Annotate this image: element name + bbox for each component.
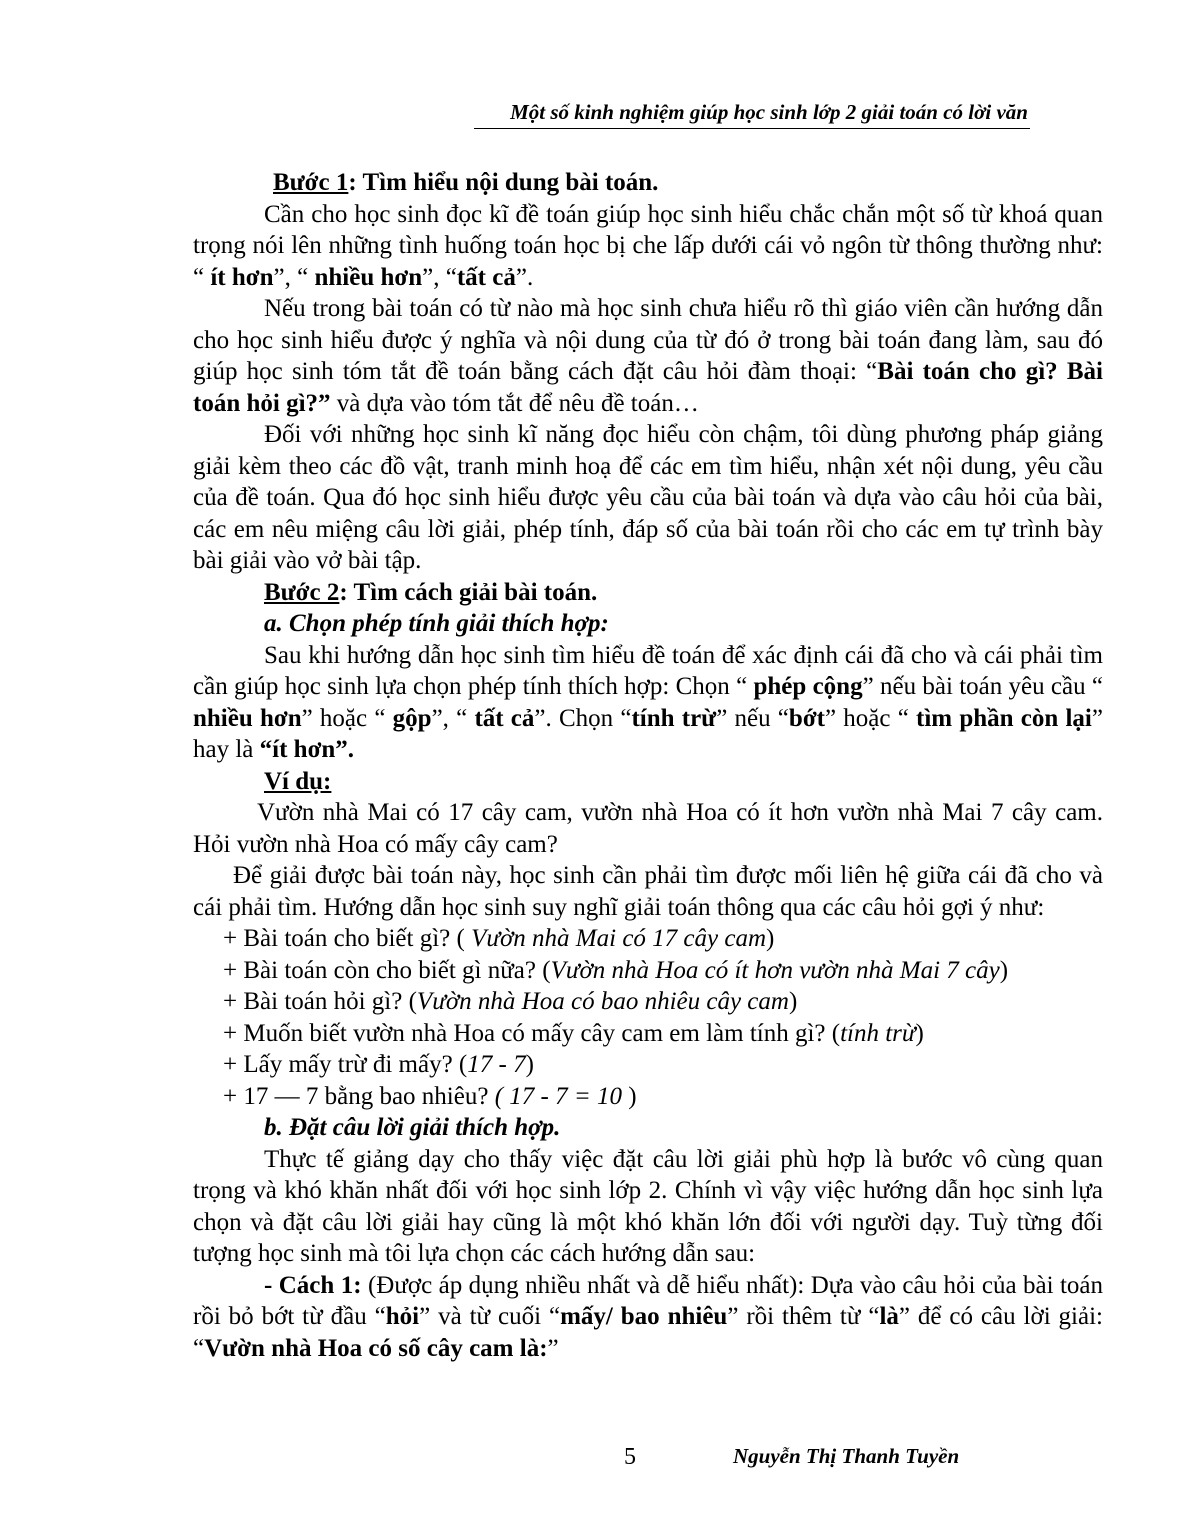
author-name: Nguyễn Thị Thanh Tuyền bbox=[733, 1444, 960, 1468]
question-item: + Bài toán cho biết gì? ( Vườn nhà Mai có 17 cây cam) bbox=[223, 925, 775, 952]
paragraph-answer-sentence: Thực tế giảng dạy cho thấy việc đặt câu lời giải phù hợp là bước vô cùng quan trọng và khó khăn nhất đối với học sinh lớp 2. Chính vì vậy việc hướng dẫn học sinh lựa chọn và đặt câu lời giải hay cũng là một khó khăn lớn đối với người dạy. Tuỳ từng đối tượng học sinh mà tôi lựa chọn các cách hướng dẫn sau: bbox=[193, 1145, 1103, 1267]
step1-paragraph-2: Nếu trong bài toán có từ nào mà học sinh chưa hiểu rõ thì giáo viên cần hướng dẫn cho học sinh hiểu được ý nghĩa và nội dung của từ đó ở trong bài toán đang làm, sau đó giúp học sinh tóm tắt đề toán bằng cách đặt câu hỏi đàm thoại: “Bài toán cho gì? Bài toán hỏi gì?” và dựa vào tóm tắt để nêu đề toán… bbox=[193, 295, 1104, 417]
question-item: + 17 — 7 bằng bao nhiêu? ( 17 - 7 = 10 ) bbox=[223, 1082, 637, 1110]
question-item: + Bài toán còn cho biết gì nữa? (Vườn nhà Hoa có ít hơn vườn nhà Mai 7 cây) bbox=[223, 956, 1009, 984]
step1-title: : Tìm hiểu nội dung bài toán. bbox=[348, 169, 659, 196]
guiding-questions bbox=[193, 923, 1103, 1112]
paragraph-choose-operation: Sau khi hướng dẫn học sinh tìm hiểu đề toán để xác định cái đã cho và cái phải tìm cần giúp học sinh lựa chọn phép tính thích hợp: Chọn “ phép cộng” nếu bài toán yêu cầu “ nhiều hơn” hoặc “ gộp”, “ tất cả”. Chọn “tính trừ” nếu “bớt” hoặc “ tìm phần còn lại” hay là “ít hơn”. bbox=[193, 641, 1103, 763]
step2-title: : Tìm cách giải bài toán. bbox=[339, 578, 598, 606]
method-1-paragraph: - Cách 1: (Được áp dụng nhiều nhất và dễ hiểu nhất): Dựa vào câu hỏi của bài toán rồi bỏ bớt từ đầu “hỏi” và từ cuối “mấy/ bao nhiêu” rồi thêm từ “là” để có câu lời giải: “Vườn nhà Hoa có số cây cam là:” bbox=[193, 1271, 1103, 1362]
keyword-tat-ca: tất cả bbox=[456, 263, 516, 291]
step1-paragraph-1: Cần cho học sinh đọc kĩ đề toán giúp học sinh hiểu chắc chắn một số từ khoá quan trọng nói lên những tình huống toán học bị che lấp dưới cái vỏ ngôn từ thông thường như: “ ít hơn”, “ nhiều hơn”, “tất cả”. bbox=[193, 200, 1103, 291]
keyword-it-hon: ít hơn bbox=[210, 263, 274, 291]
method-1-label: - Cách 1: bbox=[264, 1271, 362, 1299]
running-header: Một số kinh nghiệm giúp học sinh lớp 2 giải toán có lời văn bbox=[510, 100, 1028, 124]
question-item: + Lấy mấy trừ đi mấy? (17 - 7) bbox=[223, 1051, 534, 1078]
example-problem: Vườn nhà Mai có 17 cây cam, vườn nhà Hoa có ít hơn vườn nhà Mai 7 cây cam. Hỏi vườn nhà Hoa có mấy cây cam? bbox=[193, 799, 1103, 858]
example-heading: Ví dụ: bbox=[264, 767, 332, 795]
paragraph-solve: Để giải được bài toán này, học sinh cần phải tìm được mối liên hệ giữa cái đã cho và cái phải tìm. Hướng dẫn học sinh suy nghĩ giải toán thông qua các câu hỏi gợi ý như: bbox=[193, 862, 1103, 921]
step2-label: Bước 2 bbox=[264, 578, 340, 606]
page-body bbox=[193, 167, 1103, 1364]
step1-heading bbox=[193, 167, 1103, 199]
keyword-questions: Bài toán cho gì? Bài toán hỏi gì?” bbox=[193, 358, 1104, 417]
question-item: + Bài toán hỏi gì? (Vườn nhà Hoa có bao nhiêu cây cam) bbox=[223, 988, 798, 1015]
subheading-a: a. Chọn phép tính giải thích hợp: bbox=[264, 610, 609, 637]
page-number: 5 bbox=[624, 1444, 636, 1470]
step1-paragraph-3: Đối với những học sinh kĩ năng đọc hiểu còn chậm, tôi dùng phương pháp giảng giải kèm theo các đồ vật, tranh minh hoạ để các em tìm hiểu, nhận xét nội dung, yêu cầu của đề toán. Qua đó học sinh hiểu được yêu cầu của bài toán và dựa vào câu hỏi của bài, các em nêu miệng câu lời giải, phép tính, đáp số của bài toán rồi cho các em tự trình bày bài giải vào vở bài tập. bbox=[193, 421, 1103, 574]
step1-label: Bước 1 bbox=[273, 169, 349, 196]
header-underline bbox=[474, 128, 1030, 129]
question-item: + Muốn biết vườn nhà Hoa có mấy cây cam em làm tính gì? (tính trừ) bbox=[223, 1019, 924, 1047]
keyword-nhieu-hon: nhiều hơn bbox=[314, 263, 423, 291]
step2-heading bbox=[193, 577, 1103, 609]
subheading-b: b. Đặt câu lời giải thích hợp. bbox=[264, 1114, 561, 1141]
